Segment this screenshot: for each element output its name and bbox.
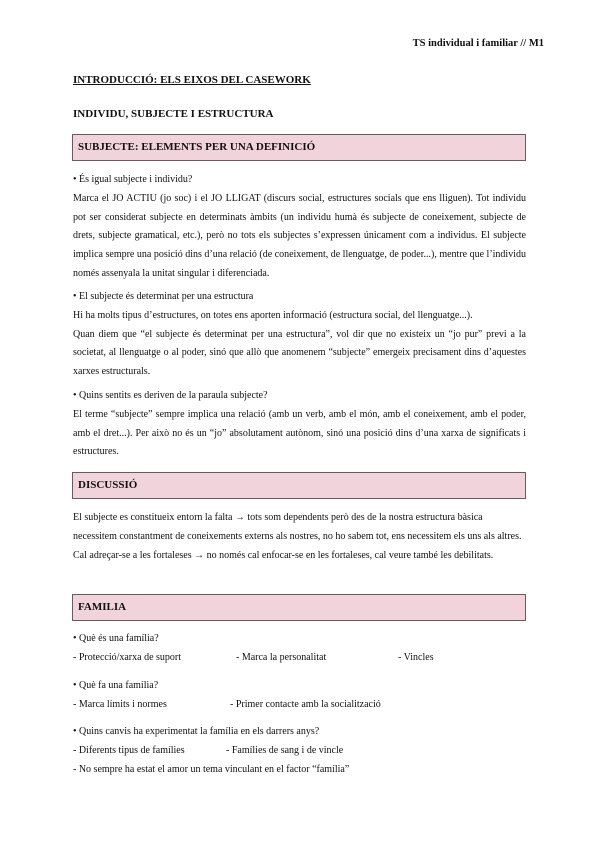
question: • Quins canvis ha experimentat la família en els darrers anys? <box>73 726 320 737</box>
answer-item: - Primer contacte amb la socialització <box>230 698 381 710</box>
answer-item: - Vincles <box>398 651 434 663</box>
subtitle: INDIVIDU, SUBJECTE I ESTRUCTURA <box>73 108 274 120</box>
familia-q2 <box>73 677 526 715</box>
question: • El subjecte és determinat per una estructura <box>73 291 254 302</box>
answer-item: - No sempre ha estat el amor un tema vinculant en el factor “família” <box>73 763 350 775</box>
section-subjecte-q2 <box>73 288 526 382</box>
paragraph: Quan diem que “el subjecte és determinat per una estructura”, vol dir que no existeix un “jo pur” previ a la societat, al llenguatge o al poder, sinó que allò que anomenem “subjecte” emergeix precisament dins d’aquestes xarxes estructurals. <box>73 328 526 378</box>
familia-q3 <box>73 723 526 779</box>
answer-item: - Diferents tipus de famílies <box>73 744 185 756</box>
section-heading-subjecte: SUBJECTE: ELEMENTS PER UNA DEFINICIÓ <box>72 134 526 161</box>
question: • Què és una família? <box>73 633 159 644</box>
section-heading-familia: FAMILIA <box>72 594 526 621</box>
paragraph: Cal adreçar-se a les fortaleses → no només cal enfocar-se en les fortaleses, cal veure també les debilitats. <box>73 549 494 561</box>
answer-row <box>73 649 526 668</box>
section-heading-discussio: DISCUSSIÓ <box>72 472 526 499</box>
answer-item: - Famílies de sang i de vincle <box>226 744 344 756</box>
paragraph: Marca el JO ACTIU (jo soc) i el JO LLIGAT (discurs social, estructures socials que ens lliguen). Tot individu pot ser considerat subjecte en determinats àmbits (un individu humà és subjecte de coneixement, subjecte de drets, subjecte gramatical, etc.), però no tots els subjectes s’expressen únicament com a individus. El subjecte implica sempre una posició dins d’una relació (de coneixement, de llenguatge, de poder...), mentre que l’individu només assenyala la unitat singular i diferenciada. <box>73 192 526 279</box>
main-title: INTRODUCCIÓ: ELS EIXOS DEL CASEWORK <box>73 74 311 86</box>
page-header: TS individual i familiar // M1 <box>412 38 544 49</box>
section-subjecte-q1 <box>73 171 526 284</box>
answer-item: - Protecció/xarxa de suport <box>73 651 182 663</box>
section-subjecte-q3 <box>73 387 526 462</box>
section-discussio-body <box>73 509 526 565</box>
paragraph: El terme “subjecte” sempre implica una relació (amb un verb, amb el món, amb el coneixement, amb el poder, amb el dret...). Per això no és un “jo” absolutament autònom, sinó una posició dins d’una xarxa de significats i estructures. <box>73 408 526 458</box>
answer-item: - Marca límits i normes <box>73 698 167 710</box>
answer-row <box>73 696 526 715</box>
question: • És igual subjecte i individu? <box>73 174 193 185</box>
familia-q1 <box>73 630 526 668</box>
paragraph: El subjecte es constitueix entorn la falta → tots som dependents però des de la nostra estructura bàsica necessitem constantment de coneixements externs als nostres, no ho sabem tot, ens necessitem els uns als altres. <box>73 512 522 542</box>
answer-item: - Marca la personalitat <box>236 651 327 663</box>
paragraph: Hi ha molts tipus d’estructures, on totes ens aporten informació (estructura social, del llenguatge...). <box>73 309 473 321</box>
question: • Quins sentits es deriven de la paraula subjecte? <box>73 390 268 401</box>
answer-row <box>73 742 526 761</box>
question: • Què fa una família? <box>73 680 159 691</box>
